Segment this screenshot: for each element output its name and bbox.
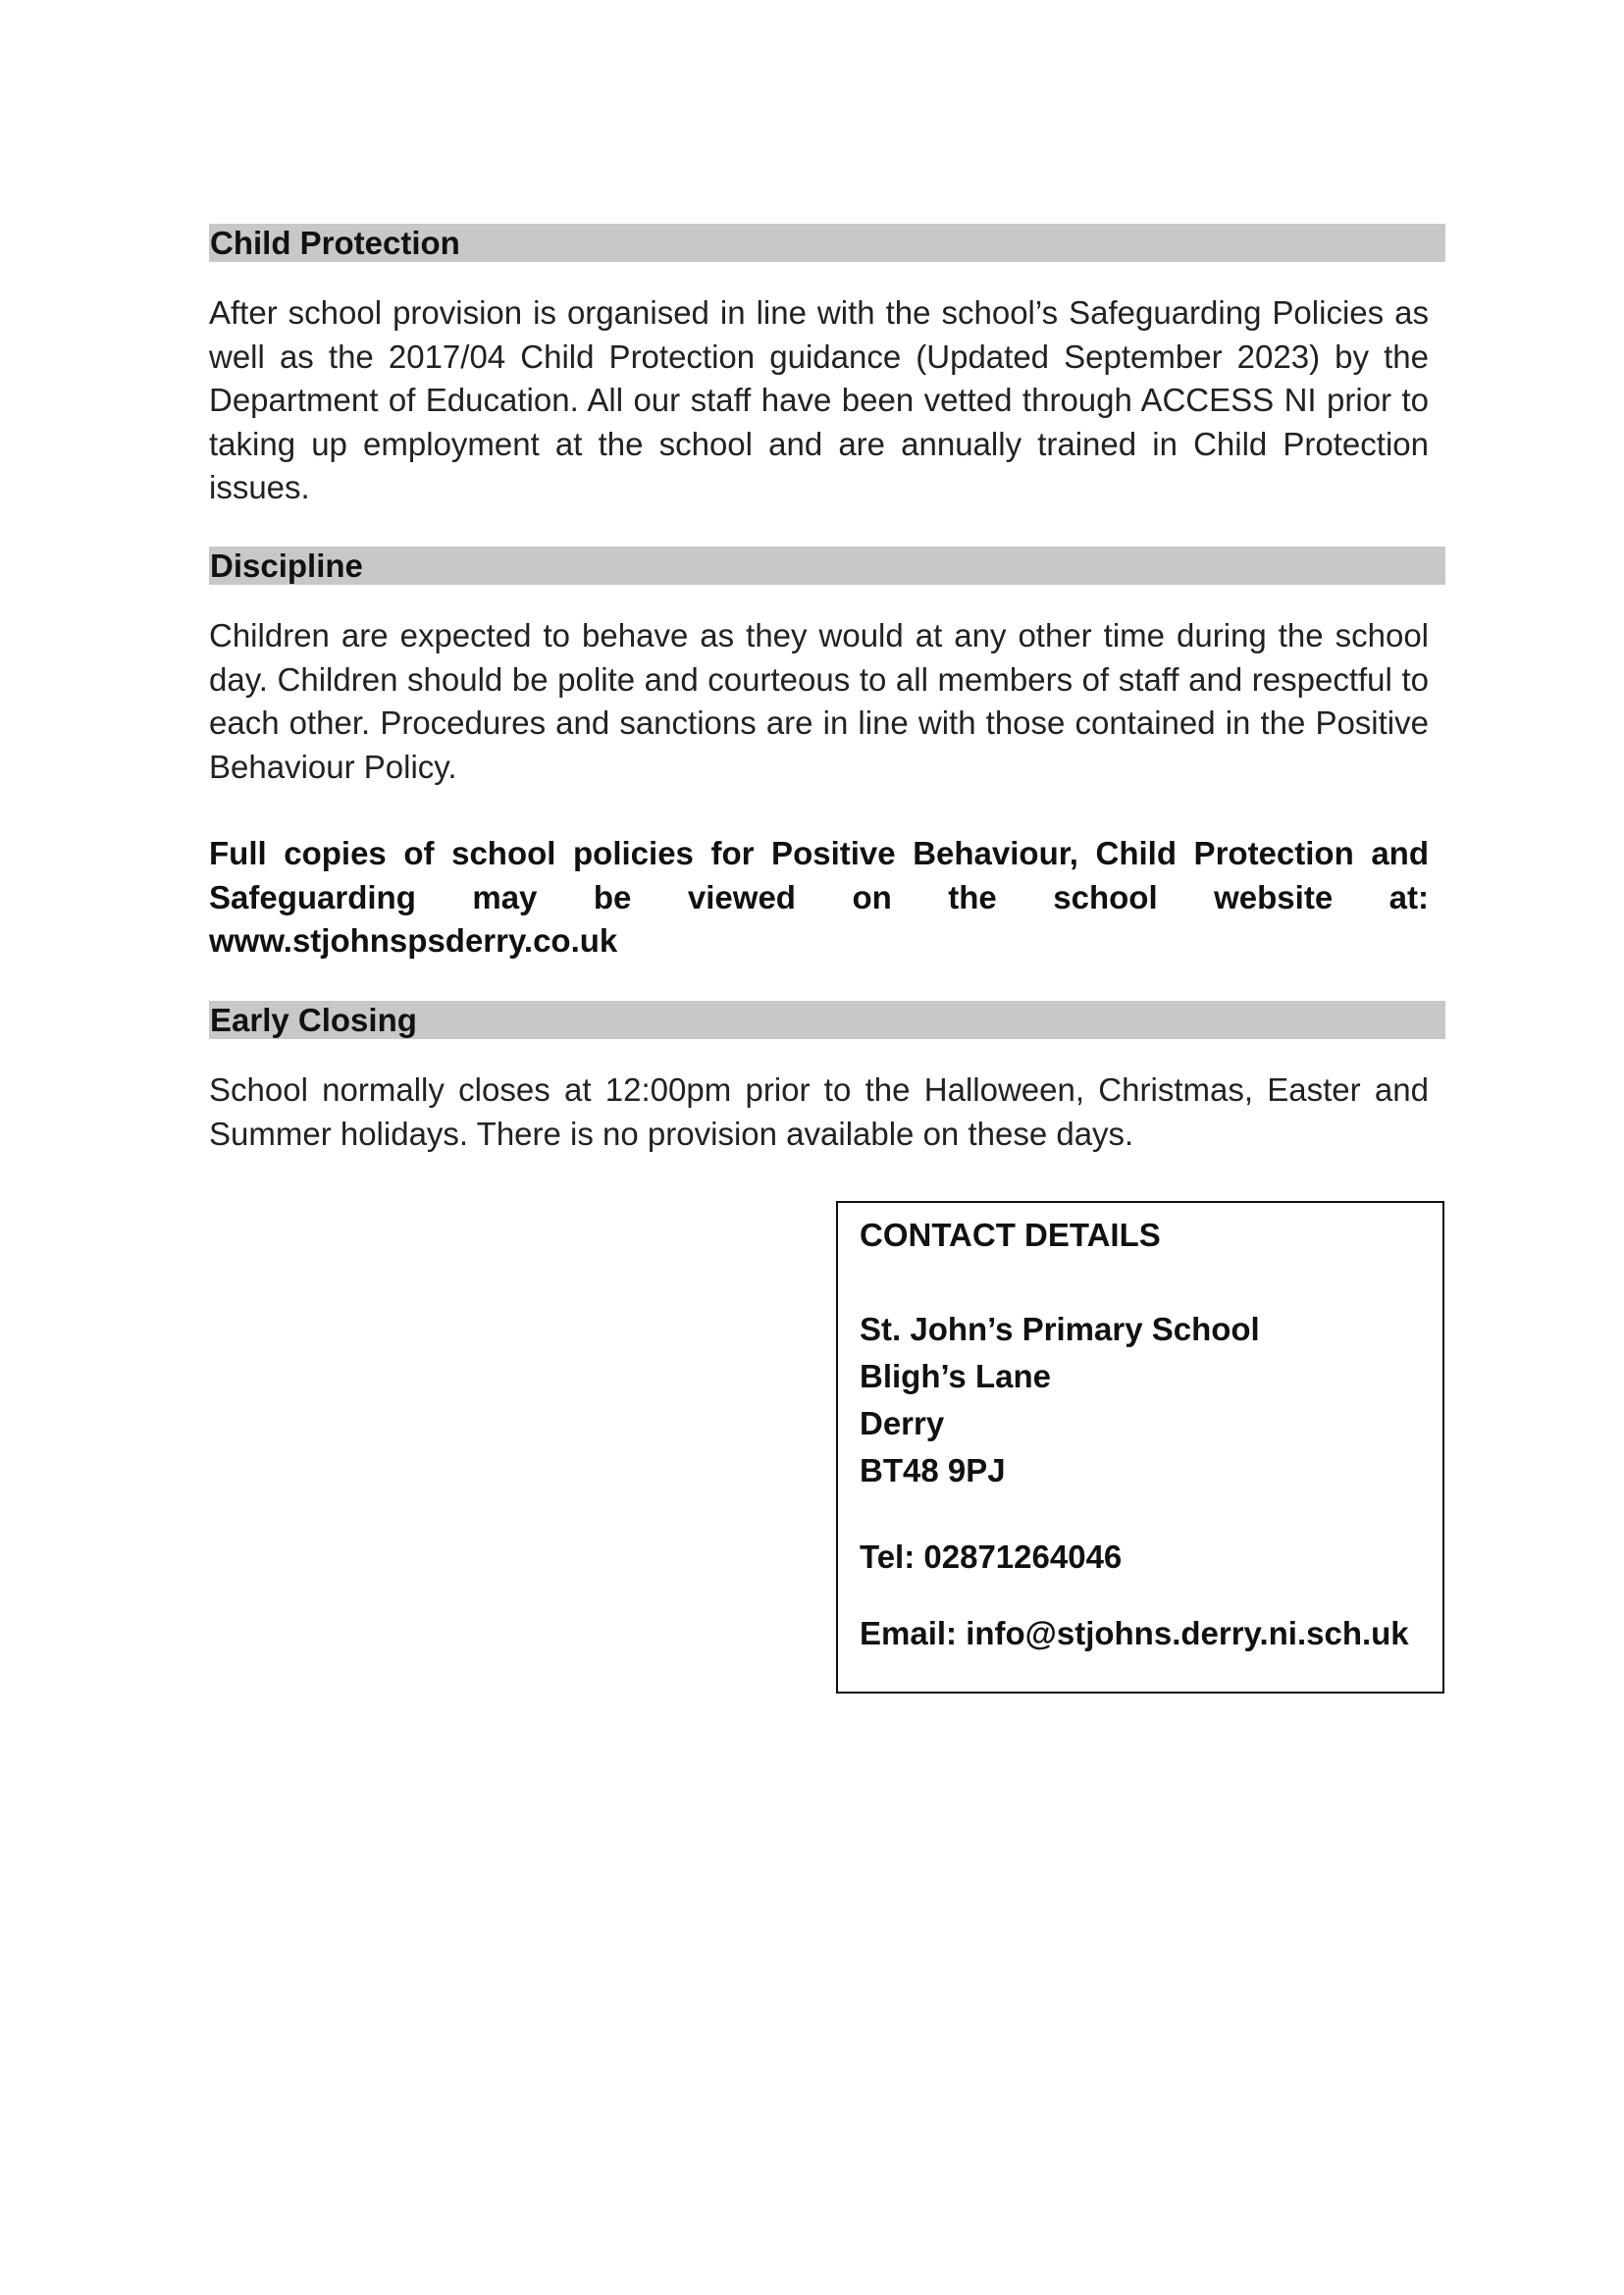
contact-school-name: St. John’s Primary School [860, 1311, 1260, 1347]
contact-title: CONTACT DETAILS [860, 1217, 1161, 1253]
contact-telephone: Tel: 02871264046 [860, 1539, 1123, 1575]
policy-note: Full copies of school policies for Positive Behaviour, Child Protection and Safeguarding may be viewed on the school website at: www.stjohnspsderry.co.uk [209, 835, 1429, 959]
contact-email: Email: info@stjohns.derry.ni.sch.uk [860, 1615, 1409, 1651]
contact-postcode: BT48 9PJ [860, 1452, 1006, 1488]
contact-street: Bligh’s Lane [860, 1358, 1051, 1394]
discipline-paragraph: Children are expected to behave as they would at any other time during the school day. Children should be polite and courteous to all members of staff and respectful to each other. Procedures and sanctions are in line with those contained in the Positive Behaviour Policy. [209, 617, 1429, 785]
contact-details-box [836, 1201, 1444, 1694]
discipline-heading: Discipline [209, 547, 1445, 585]
contact-town: Derry [860, 1405, 945, 1441]
child-protection-heading: Child Protection [209, 224, 1445, 262]
child-protection-paragraph: After school provision is organised in line with the school’s Safeguarding Policies as well as the 2017/04 Child Protection guidance (Updated September 2023) by the Department of Education. All our staff have been vetted through ACCESS NI prior to taking up employment at the school and are annually trained in Child Protection issues. [209, 294, 1429, 505]
early-closing-heading: Early Closing [209, 1001, 1445, 1039]
early-closing-paragraph: School normally closes at 12:00pm prior to the Halloween, Christmas, Easter and Summer holidays. There is no provision available on these days. [209, 1071, 1429, 1152]
